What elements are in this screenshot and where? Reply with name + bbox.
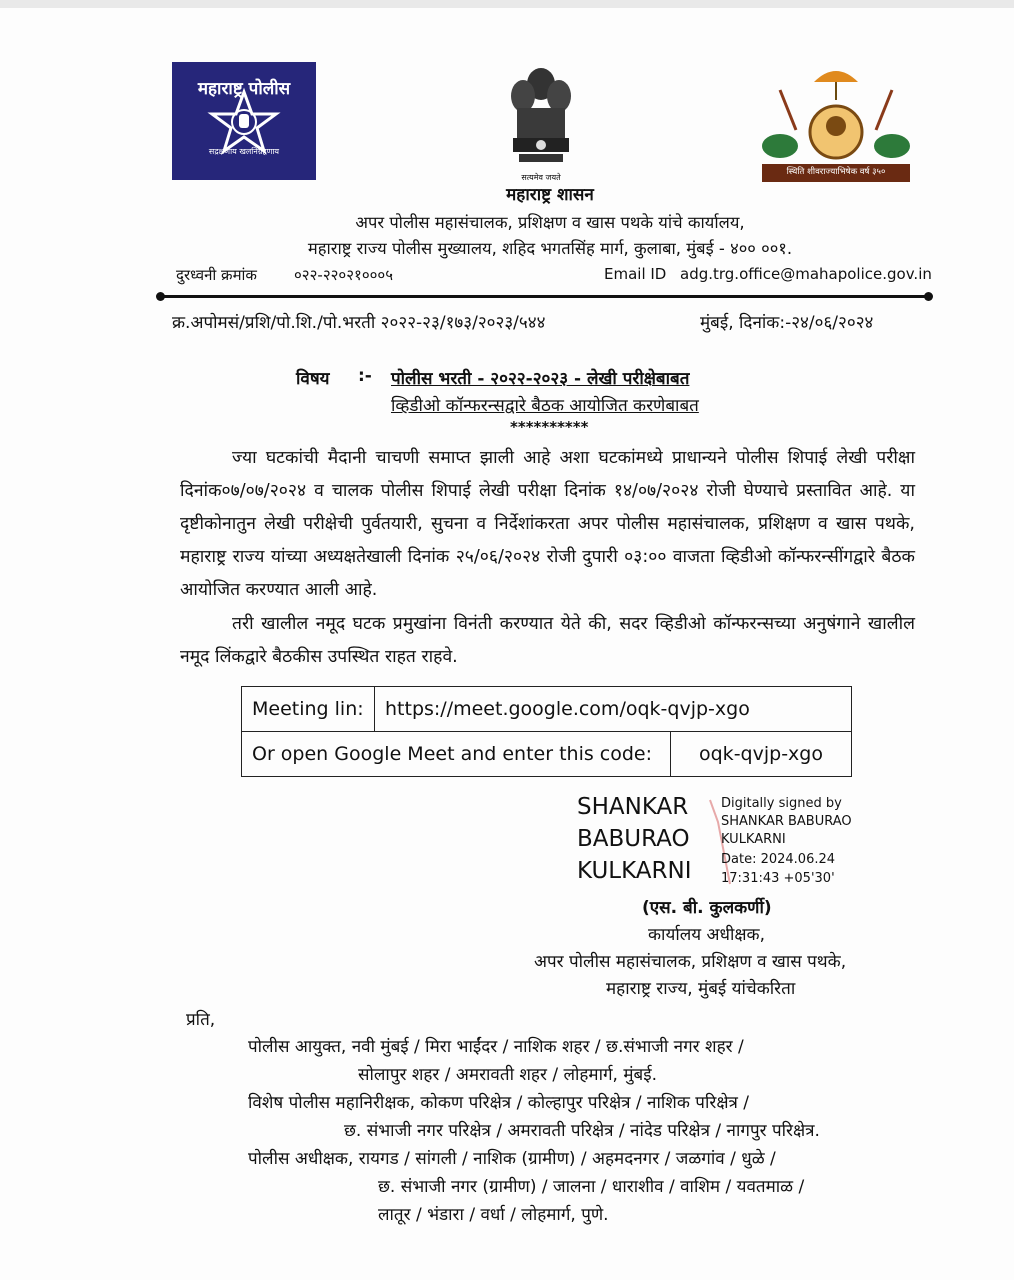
police-star-icon xyxy=(172,62,316,180)
office-line-1: अपर पोलीस महासंचालक, प्रशिक्षण व खास पथके यांचे कार्यालय, xyxy=(355,213,745,232)
national-emblem xyxy=(505,62,577,188)
table-row xyxy=(242,732,852,777)
shivrajyabhishek-logo xyxy=(756,60,916,186)
recipient-line: लातूर / भंडारा / वर्धा / लोहमार्ग, पुणे. xyxy=(378,1205,609,1225)
digital-sign-line-5: 17:31:43 +05'30' xyxy=(721,871,835,886)
body-paragraph-1: ज्या घटकांची मैदानी चाचणी समाप्त झाली आहे अशा घटकांमध्ये प्राधान्यने पोलीस शिपाई लेखी परीक्षा दिनांक०७/०७/२०२४ व चालक पोलीस शिपाई लेखी परीक्षा दिनांक १४/०७/२०२४ रोजी घेण्याचे प्रस्तावित आहे. या दृष्टीकोनातुन लेखी परीक्षेची पुर्वतयारी, सुचना व निर्देशांकरता अपर पोलीस महासंचालक, प्रशिक्षण व खास पथके, महाराष्ट्र राज्य यांच्या अध्यक्षतेखाली दिनांक २५/०६/२०२४ रोजी दुपारी ०३:०० वाजता व्हिडीओ कॉन्फरन्सींगद्वारे बैठक आयोजित करण्यात आली आहे. xyxy=(180,448,915,600)
table-row xyxy=(242,687,852,732)
signer-designation-1: कार्यालय अधीक्षक, xyxy=(648,925,766,945)
email-label: Email ID xyxy=(604,265,667,283)
signer-name-line-2: BABURAO xyxy=(577,826,690,852)
digital-sign-line-4: Date: 2024.06.24 xyxy=(721,852,836,867)
subject-line-2: व्हिडीओ कॉन्फरन्सद्वारे बैठक आयोजित करणेबाबत xyxy=(391,396,699,416)
signer-name-line-1: SHANKAR xyxy=(577,794,689,820)
office-line-2: महाराष्ट्र राज्य पोलीस मुख्यालय, शहिद भगतसिंह मार्ग, कुलाबा, मुंबई - ४०० ००१. xyxy=(307,239,793,258)
police-logo-motto: सद्रक्षणाय खलनिग्रहणाय xyxy=(208,147,280,156)
phone-label: दुरध्वनी क्रमांक xyxy=(176,266,257,284)
signer-marathi-name: (एस. बी. कुलकर्णी) xyxy=(642,898,772,918)
police-logo-text: महाराष्ट्र पोलीस xyxy=(197,79,291,99)
recipient-line: छ. संभाजी नगर परिक्षेत्र / अमरावती परिक्षेत्र / नांदेड परिक्षेत्र / नागपुर परिक्षेत्र. xyxy=(344,1121,820,1141)
recipient-line: विशेष पोलीस महानिरीक्षक, कोकण परिक्षेत्र / कोल्हापुर परिक्षेत्र / नाशिक परिक्षेत्र / xyxy=(248,1093,750,1113)
signer-designation-3: महाराष्ट्र राज्य, मुंबई यांचेकरिता xyxy=(606,979,796,999)
header-rule xyxy=(160,295,930,298)
digital-sign-line-1: Digitally signed by xyxy=(721,796,842,811)
meeting-code[interactable]: oqk-qvjp-xgo xyxy=(671,732,852,777)
subject-stars: ********** xyxy=(510,418,589,436)
digital-sign-line-3: KULKARNI xyxy=(721,832,786,847)
reference-number: क्र.अपोमसं/प्रशि/पो.शि./पो.भरती २०२२-२३/१७३/२०२३/५४४ xyxy=(172,313,546,333)
emblem-motto: सत्यमेव जयते xyxy=(521,173,561,182)
meeting-code-label: Or open Google Meet and enter this code: xyxy=(242,732,671,777)
place-date: मुंबई, दिनांक:-२४/०६/२०२४ xyxy=(700,313,874,333)
phone-number: ०२२-२२०२१०००५ xyxy=(294,266,394,284)
rule-right-dot xyxy=(924,292,933,301)
recipient-line: पोलीस आयुक्त, नवी मुंबई / मिरा भाईंदर / नाशिक शहर / छ.संभाजी नगर शहर / xyxy=(248,1037,744,1057)
subject-separator: :- xyxy=(358,366,372,386)
maharashtra-police-logo xyxy=(172,62,316,180)
meeting-link-label: Meeting lin: xyxy=(242,687,375,732)
recipient-line: छ. संभाजी नगर (ग्रामीण) / जालना / धाराशीव / वाशिम / यवतमाळ / xyxy=(378,1177,805,1197)
digital-sign-line-2: SHANKAR BABURAO xyxy=(721,814,852,829)
seal-banner-text: स्थिति शीवराज्याभिषेक वर्ष ३५० xyxy=(786,167,886,177)
recipient-line: पोलीस अधीक्षक, रायगड / सांगली / नाशिक (ग्रामीण) / अहमदनगर / जळगांव / धुळे / xyxy=(248,1149,776,1169)
signer-designation-2: अपर पोलीस महासंचालक, प्रशिक्षण व खास पथके, xyxy=(534,952,847,972)
recipient-line: सोलापुर शहर / अमरावती शहर / लोहमार्ग, मुंबई. xyxy=(358,1065,657,1085)
signer-name-line-3: KULKARNI xyxy=(577,858,692,884)
meeting-link[interactable]: https://meet.google.com/oqk-qvjp-xgo xyxy=(375,687,852,732)
meeting-details-table xyxy=(241,686,852,777)
recipients-label: प्रति, xyxy=(186,1010,216,1030)
body-paragraph-2: तरी खालील नमूद घटक प्रमुखांना विनंती करण्यात येते की, सदर व्हिडीओ कॉन्फरन्सच्या अनुषंगाने खालील नमूद लिंकद्वारे बैठकीस उपस्थित राहत राहवे. xyxy=(180,614,915,667)
ashoka-lions-icon xyxy=(505,62,577,170)
subject-label: विषय xyxy=(296,369,330,389)
letter-page xyxy=(0,8,1014,1280)
email-address: adg.trg.office@mahapolice.gov.in xyxy=(680,265,932,283)
government-title: महाराष्ट्र शासन xyxy=(506,185,594,205)
subject-line-1: पोलीस भरती - २०२२-२०२३ - लेखी परीक्षेबाबत xyxy=(391,369,690,389)
